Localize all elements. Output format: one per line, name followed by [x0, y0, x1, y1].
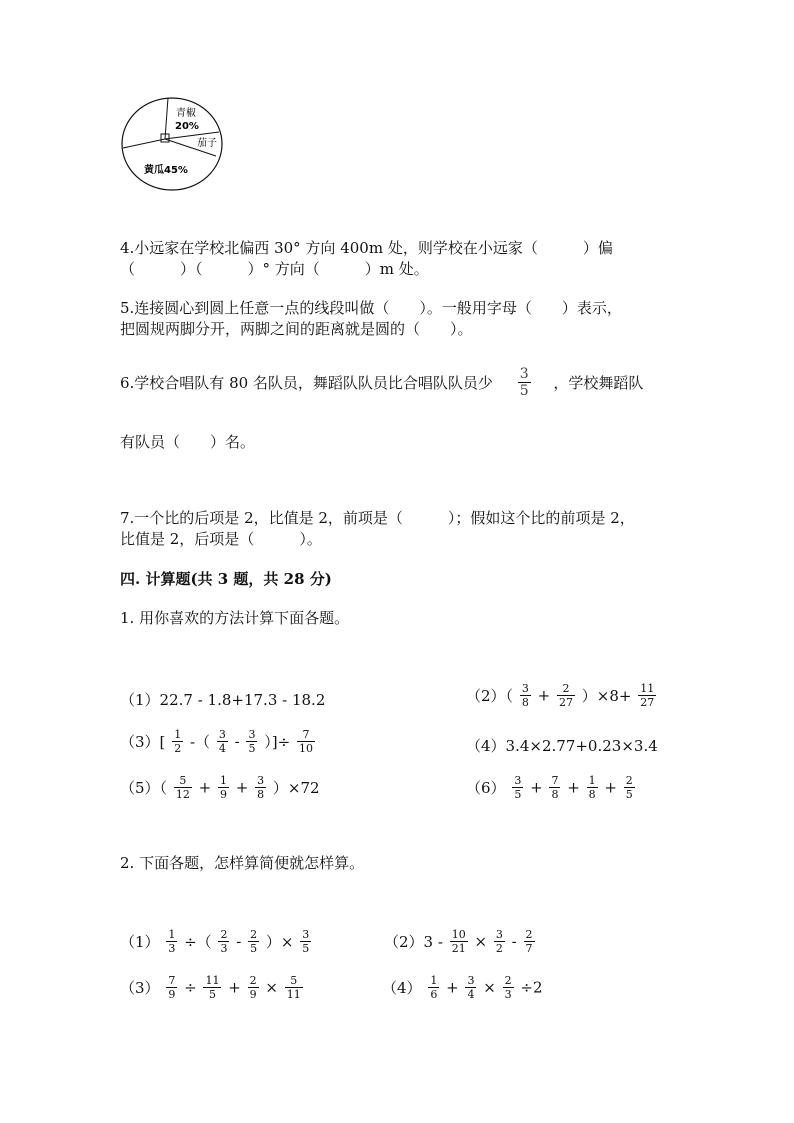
calc1-p5-frac-c	[255, 774, 266, 801]
calc1-problem-4: （4）3.4×2.77+0.23×3.4	[466, 737, 658, 755]
calc2-p1-frac-d-num: 3	[302, 928, 310, 941]
calc1-p5-plus1: +	[198, 778, 212, 797]
calc1-p3-minus1: -（	[189, 733, 211, 751]
calc2-p2-minus: -	[511, 932, 517, 951]
calc2-p4-plus: +	[446, 978, 459, 997]
calc2-p2-frac-c-num: 2	[525, 928, 533, 941]
calc1-p6-frac-c-num: 1	[588, 774, 596, 787]
calc2-p3-frac-c-den: 9	[249, 988, 257, 1001]
calc1-p6-plus1: +	[530, 778, 543, 797]
q6-text-part1: 6.学校合唱队有 80 名队员，舞蹈队队员比合唱队队员少	[120, 374, 493, 392]
calc1-p3-frac-c	[246, 728, 257, 755]
calc2-p2-frac-c-den: 7	[525, 942, 533, 955]
calc1-p6-frac-d-den: 5	[625, 788, 633, 801]
calc1-p6-frac-c	[587, 774, 598, 801]
calc2-p2-frac-a	[450, 928, 468, 955]
calc2-p3-frac-d	[285, 974, 303, 1001]
calc2-p2-times: ×	[474, 932, 488, 951]
q7-line2: 比值是 2，后项是（ ）。	[120, 530, 322, 548]
calc1-p2-frac-c-num: 11	[640, 682, 655, 695]
calc2-p2-frac-a-den: 21	[451, 942, 466, 955]
calc1-p2-frac-b	[557, 682, 575, 709]
calc1-p3-frac-b-den: 4	[218, 742, 226, 755]
calc2-p1-frac-b-den: 3	[220, 942, 228, 955]
calc2-p4-frac-b	[465, 974, 476, 1001]
calc1-p5-frac-c-den: 8	[257, 788, 265, 801]
calc2-p3-plus: +	[228, 978, 241, 997]
calc2-p3-frac-b	[203, 974, 221, 1001]
calc1-p2-frac-c-den: 27	[640, 696, 655, 709]
calc1-p3-frac-d-num: 7	[297, 728, 315, 742]
calc2-p2-frac-b-den: 2	[495, 942, 503, 955]
q6-text-part2: ，学校舞蹈队	[553, 374, 644, 392]
q7-line1: 7.一个比的后项是 2，比值是 2，前项是（ ）；假如这个比的前项是 2，	[120, 509, 635, 527]
calc1-p5-frac-c-num: 3	[257, 774, 265, 787]
calc2-p4-frac-a-den: 6	[430, 988, 438, 1001]
calc1-p6-frac-c-den: 8	[588, 788, 596, 801]
calc2-p4-frac-c-den: 3	[504, 988, 512, 1001]
calc2-p1-frac-d-den: 5	[302, 942, 310, 955]
calc1-problem-5	[120, 774, 320, 801]
calc1-p5-suffix: ）×72	[272, 779, 320, 797]
calc2-problem-4	[382, 974, 543, 1001]
calc1-p5-frac-a-num: 5	[174, 774, 192, 788]
calc2-p3-frac-d-num: 5	[285, 974, 303, 988]
pie-divider-left	[123, 139, 165, 148]
q6-fraction	[518, 366, 531, 399]
calc2-p4-frac-b-num: 3	[467, 974, 475, 987]
q6-frac-den: 5	[519, 383, 529, 399]
calc1-p6-frac-d-num: 2	[625, 774, 633, 787]
calc2-title: 2. 下面各题，怎样算简便就怎样算。	[120, 854, 365, 872]
calc1-p2-frac-a-den: 8	[521, 696, 529, 709]
calc2-p1-frac-b-num: 2	[220, 928, 228, 941]
calc2-p3-frac-c-num: 2	[249, 974, 257, 987]
calc2-p1-frac-a	[166, 928, 177, 955]
pie-divider-top	[165, 98, 168, 139]
calc2-p2-frac-b-num: 3	[495, 928, 503, 941]
calc2-p3-frac-c	[248, 974, 259, 1001]
calc2-p3-prefix: （3）	[120, 979, 160, 997]
calc2-p3-times: ×	[265, 978, 278, 997]
q6-line1	[120, 366, 643, 399]
calc1-p5-frac-b-num: 1	[219, 774, 227, 787]
calc1-p3-frac-a-num: 1	[174, 728, 182, 741]
calc2-p4-frac-b-den: 4	[467, 988, 475, 1001]
calc1-problem-1: （1）22.7 - 1.8+17.3 - 18.2	[120, 691, 326, 709]
calc2-p1-frac-a-den: 3	[168, 942, 176, 955]
calc2-p1-frac-d	[300, 928, 311, 955]
q6-frac-num: 3	[519, 366, 529, 382]
calc2-p1-frac-a-num: 1	[168, 928, 176, 941]
calc1-p2-plus: +	[537, 686, 551, 705]
calc2-p2-prefix: （2）3 -	[384, 933, 443, 951]
section4-title: 四. 计算题(共 3 题，共 28 分)	[120, 570, 332, 588]
calc2-p4-frac-c-num: 2	[504, 974, 512, 987]
q4-line2: （ ）（ ）° 方向（ ）m 处。	[120, 260, 429, 278]
calc1-p5-frac-a-den: 12	[175, 788, 190, 801]
calc2-p1-prefix: （1）	[120, 933, 160, 951]
calc2-p1-div: ÷（	[184, 933, 212, 951]
calc1-p6-frac-b	[549, 774, 560, 801]
calc1-p6-plus2: +	[567, 778, 580, 797]
pie-label-qiezi: 茄子	[197, 138, 217, 149]
calc1-p2-frac-a	[520, 682, 531, 709]
calc1-p6-frac-a-den: 5	[514, 788, 522, 801]
calc2-p3-frac-b-num: 11	[205, 974, 220, 987]
calc2-p4-times: ×	[483, 978, 496, 997]
calc1-p6-frac-a-num: 3	[514, 774, 522, 787]
calc2-p1-frac-c-den: 5	[250, 942, 258, 955]
calc1-p3-mid: ）]÷	[264, 733, 291, 751]
calc2-p2-frac-b	[494, 928, 505, 955]
calc2-p1-frac-c-num: 2	[250, 928, 258, 941]
calc2-problem-1	[120, 928, 313, 955]
calc1-p5-frac-b-den: 9	[219, 788, 227, 801]
calc1-p6-frac-a	[512, 774, 523, 801]
calc2-p4-suffix: ÷2	[520, 978, 543, 997]
calc2-p3-frac-a-den: 9	[168, 988, 176, 1001]
calc2-problem-2	[384, 928, 537, 955]
calc1-p3-frac-c-den: 5	[248, 742, 256, 755]
calc1-p2-frac-a-num: 3	[521, 682, 529, 695]
calc2-problem-3	[120, 974, 305, 1001]
calc2-p3-frac-a	[166, 974, 177, 1001]
q6-line2: 有队员（ ）名。	[120, 433, 256, 451]
calc1-p3-frac-b	[217, 728, 228, 755]
calc1-problem-2	[466, 682, 658, 709]
calc2-p4-prefix: （4）	[382, 979, 422, 997]
calc1-p2-frac-c	[638, 682, 656, 709]
calc1-p5-frac-a	[174, 774, 192, 801]
calc2-p1-times: ）×	[265, 933, 294, 951]
q5-line2: 把圆规两脚分开，两脚之间的距离就是圆的（ ）。	[120, 320, 473, 338]
calc1-p2-mid: ）×8+	[581, 687, 632, 705]
pie-label-qingjiao: 青椒	[176, 108, 196, 119]
calc2-p4-frac-a	[428, 974, 439, 1001]
calc2-p1-frac-c	[248, 928, 259, 955]
q5-line1: 5.连接圆心到圆上任意一点的线段叫做（ ）。一般用字母（ ）表示，	[120, 299, 622, 317]
vegetable-pie-chart	[118, 96, 226, 196]
calc1-p3-frac-b-num: 3	[218, 728, 226, 741]
calc1-p6-plus3: +	[604, 778, 617, 797]
calc1-p3-frac-a-den: 2	[174, 742, 182, 755]
calc1-p3-frac-c-num: 3	[248, 728, 256, 741]
calc2-p3-frac-d-den: 11	[286, 988, 301, 1001]
calc1-p6-frac-b-num: 7	[551, 774, 559, 787]
calc1-p5-frac-b	[218, 774, 229, 801]
calc2-p3-frac-a-num: 7	[168, 974, 176, 987]
calc1-p2-prefix: （2）（	[466, 687, 514, 705]
calc1-p6-prefix: （6）	[466, 779, 506, 797]
calc2-p2-frac-a-num: 10	[451, 928, 466, 941]
calc2-p2-frac-c	[524, 928, 535, 955]
calc1-p3-minus2: -	[234, 732, 240, 751]
calc1-p3-frac-d	[297, 728, 315, 755]
calc1-problem-6	[466, 774, 637, 801]
calc1-p3-frac-d-den: 10	[298, 742, 313, 755]
calc2-p1-frac-b	[218, 928, 229, 955]
calc1-p5-plus2: +	[235, 778, 249, 797]
calc1-p5-prefix: （5）（	[120, 779, 168, 797]
pie-label-huanggua: 黄瓜45%	[144, 165, 188, 176]
calc1-title: 1. 用你喜欢的方法计算下面各题。	[120, 609, 350, 627]
calc2-p1-minus: -	[236, 932, 242, 951]
calc1-p6-frac-d	[624, 774, 635, 801]
calc1-p2-frac-b-num: 2	[557, 682, 575, 696]
q4-line1: 4.小远家在学校北偏西 30° 方向 400m 处，则学校在小远家（ ）偏	[120, 239, 613, 257]
calc1-p6-frac-b-den: 8	[551, 788, 559, 801]
pie-label-qingjiao-pct: 20%	[175, 121, 199, 132]
calc2-p4-frac-a-num: 1	[430, 974, 438, 987]
calc1-p3-frac-a	[172, 728, 183, 755]
calc2-p3-div: ÷	[184, 978, 197, 997]
calc1-p3-prefix: （3）[	[120, 733, 166, 751]
calc1-problem-3	[120, 728, 317, 755]
calc1-p2-frac-b-den: 27	[558, 696, 573, 709]
calc2-p3-frac-b-den: 5	[208, 988, 216, 1001]
calc2-p4-frac-c	[503, 974, 514, 1001]
